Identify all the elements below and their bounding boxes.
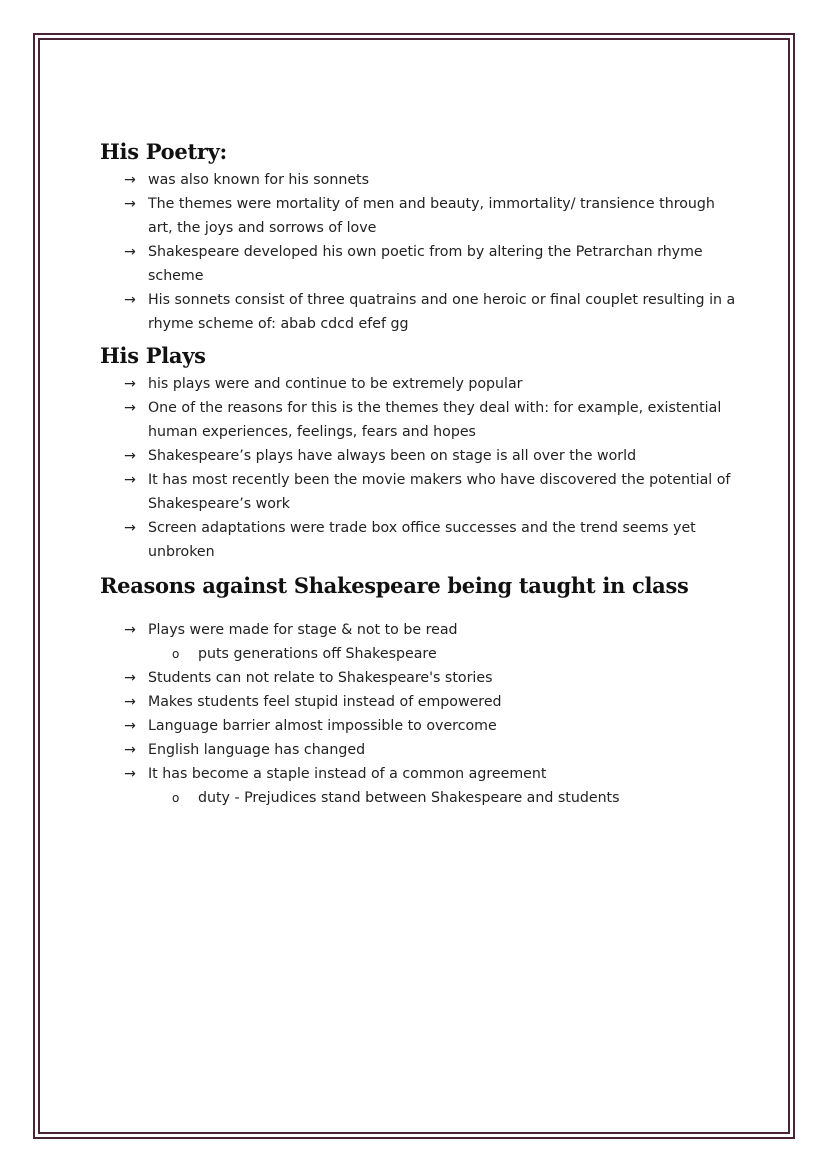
circle-bullet-icon: o bbox=[172, 647, 180, 661]
list-item-text: Screen adaptations were trade box office successes and the trend seems yet unbroken bbox=[148, 520, 696, 560]
list-item bbox=[100, 444, 740, 468]
list-item-text: his plays were and continue to be extremely popular bbox=[148, 376, 523, 392]
list-item-text: One of the reasons for this is the themes they deal with: for example, existential human experiences, feelings, fears and hopes bbox=[148, 400, 722, 440]
list-item bbox=[100, 738, 740, 762]
arrow-icon: → bbox=[124, 694, 136, 710]
document-content bbox=[100, 136, 740, 810]
list-item bbox=[100, 240, 740, 288]
sub-list bbox=[148, 786, 740, 810]
list-item-text: The themes were mortality of men and beauty, immortality/ transience through art, the joys and sorrows of love bbox=[148, 196, 715, 236]
arrow-icon: → bbox=[124, 172, 136, 188]
list-item bbox=[100, 762, 740, 810]
list-item-text: Plays were made for stage & not to be read bbox=[148, 622, 458, 638]
arrow-icon: → bbox=[124, 448, 136, 464]
list-item bbox=[100, 618, 740, 666]
list-item-text: His sonnets consist of three quatrains and one heroic or final couplet resulting in a rhyme scheme of: abab cdcd efef gg bbox=[148, 292, 736, 332]
section-reasons bbox=[100, 569, 740, 810]
arrow-icon: → bbox=[124, 670, 136, 686]
section-plays bbox=[100, 340, 740, 564]
list-item-text: It has become a staple instead of a common agreement bbox=[148, 766, 547, 782]
poetry-list bbox=[100, 168, 740, 336]
list-item bbox=[100, 468, 740, 516]
plays-list bbox=[100, 372, 740, 564]
arrow-icon: → bbox=[124, 718, 136, 734]
section-heading-plays: His Plays bbox=[100, 343, 206, 368]
sub-list-item bbox=[100, 642, 740, 666]
arrow-icon: → bbox=[124, 742, 136, 758]
list-item-text: Language barrier almost impossible to overcome bbox=[148, 718, 497, 734]
arrow-icon: → bbox=[124, 520, 136, 536]
arrow-icon: → bbox=[124, 196, 136, 212]
list-item-text: It has most recently been the movie makers who have discovered the potential of Shakespeare’s work bbox=[148, 472, 731, 512]
section-heading-poetry: His Poetry: bbox=[100, 139, 227, 164]
reasons-list bbox=[100, 618, 740, 810]
sub-list-item bbox=[100, 786, 740, 810]
arrow-icon: → bbox=[124, 292, 136, 308]
arrow-icon: → bbox=[124, 622, 136, 638]
section-poetry bbox=[100, 136, 740, 336]
list-item bbox=[100, 666, 740, 690]
list-item-text: Shakespeare’s plays have always been on stage is all over the world bbox=[148, 448, 637, 464]
arrow-icon: → bbox=[124, 400, 136, 416]
list-item bbox=[100, 396, 740, 444]
list-item bbox=[100, 690, 740, 714]
list-item bbox=[100, 516, 740, 564]
arrow-icon: → bbox=[124, 766, 136, 782]
list-item-text: Students can not relate to Shakespeare's stories bbox=[148, 670, 493, 686]
sub-list-item-text: puts generations off Shakespeare bbox=[198, 646, 437, 662]
arrow-icon: → bbox=[124, 376, 136, 392]
list-item-text: Shakespeare developed his own poetic from by altering the Petrarchan rhyme scheme bbox=[148, 244, 703, 284]
arrow-icon: → bbox=[124, 244, 136, 260]
list-item bbox=[100, 372, 740, 396]
list-item-text: was also known for his sonnets bbox=[148, 172, 370, 188]
arrow-icon: → bbox=[124, 472, 136, 488]
list-item bbox=[100, 168, 740, 192]
list-item-text: English language has changed bbox=[148, 742, 366, 758]
circle-bullet-icon: o bbox=[172, 791, 180, 805]
list-item bbox=[100, 288, 740, 336]
list-item bbox=[100, 192, 740, 240]
sub-list-item-text: duty - Prejudices stand between Shakespeare and students bbox=[198, 790, 620, 806]
list-item-text: Makes students feel stupid instead of empowered bbox=[148, 694, 502, 710]
section-heading-reasons: Reasons against Shakespeare being taught in class bbox=[100, 573, 689, 598]
sub-list bbox=[148, 642, 740, 666]
list-item bbox=[100, 714, 740, 738]
